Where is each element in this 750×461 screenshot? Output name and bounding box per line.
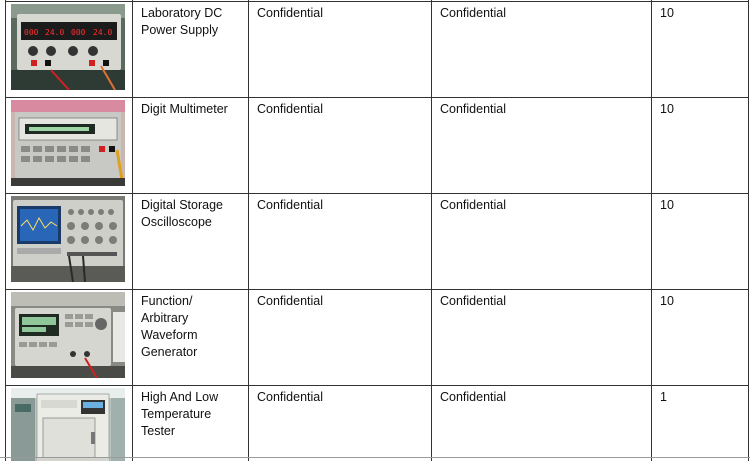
table-row — [6, 98, 749, 194]
equipment-name-cell — [133, 386, 249, 461]
table-row — [6, 386, 749, 461]
oscilloscope-photo — [11, 196, 125, 282]
model-value: Confidential — [257, 198, 324, 212]
image-cell — [6, 386, 133, 461]
quantity-value: 10 — [660, 6, 674, 20]
model-cell — [249, 290, 432, 386]
equipment-name: Laboratory DC Power Supply — [141, 6, 223, 37]
waveform-generator-photo — [11, 292, 125, 378]
spec-value: Confidential — [440, 294, 507, 308]
equipment-name: Function/ Arbitrary Waveform Generator — [141, 294, 198, 359]
spec-value: Confidential — [440, 6, 507, 20]
spec-value: Confidential — [440, 198, 507, 212]
display-readout: 24.0 — [45, 28, 65, 37]
equipment-name-cell — [133, 290, 249, 386]
image-cell — [6, 194, 133, 290]
image-cell — [6, 290, 133, 386]
quantity-cell — [652, 2, 749, 98]
quantity-cell — [652, 194, 749, 290]
spec-cell — [432, 290, 652, 386]
spec-cell — [432, 98, 652, 194]
equipment-name-cell — [133, 2, 249, 98]
equipment-name: Digit Multimeter — [141, 102, 228, 116]
model-value: Confidential — [257, 390, 324, 404]
spec-cell — [432, 386, 652, 461]
quantity-cell — [652, 386, 749, 461]
quantity-value: 1 — [660, 390, 667, 404]
equipment-name: Digital Storage Oscilloscope — [141, 198, 223, 229]
display-readout: 24.0 — [93, 28, 113, 37]
spec-cell — [432, 194, 652, 290]
model-cell — [249, 194, 432, 290]
model-cell — [249, 386, 432, 461]
equipment-name: High And Low Temperature Tester — [141, 390, 219, 438]
table-row — [6, 2, 749, 98]
model-cell — [249, 2, 432, 98]
digit-multimeter-photo — [11, 100, 125, 186]
quantity-value: 10 — [660, 294, 674, 308]
spec-value: Confidential — [440, 390, 507, 404]
quantity-value: 10 — [660, 198, 674, 212]
display-readout: 000 — [71, 28, 86, 37]
equipment-name-cell — [133, 98, 249, 194]
display-readout: 000 — [24, 28, 39, 37]
quantity-cell — [652, 98, 749, 194]
spec-value: Confidential — [440, 102, 507, 116]
image-cell — [6, 2, 133, 98]
image-cell — [6, 98, 133, 194]
table-row — [6, 194, 749, 290]
model-cell — [249, 98, 432, 194]
temperature-chamber-photo — [11, 388, 125, 461]
table-row — [6, 290, 749, 386]
model-value: Confidential — [257, 6, 324, 20]
model-value: Confidential — [257, 102, 324, 116]
quantity-value: 10 — [660, 102, 674, 116]
equipment-table — [5, 0, 749, 461]
spec-cell — [432, 2, 652, 98]
dc-power-supply-photo — [11, 4, 125, 90]
page-bottom-rule — [0, 457, 750, 458]
model-value: Confidential — [257, 294, 324, 308]
equipment-name-cell — [133, 194, 249, 290]
quantity-cell — [652, 290, 749, 386]
